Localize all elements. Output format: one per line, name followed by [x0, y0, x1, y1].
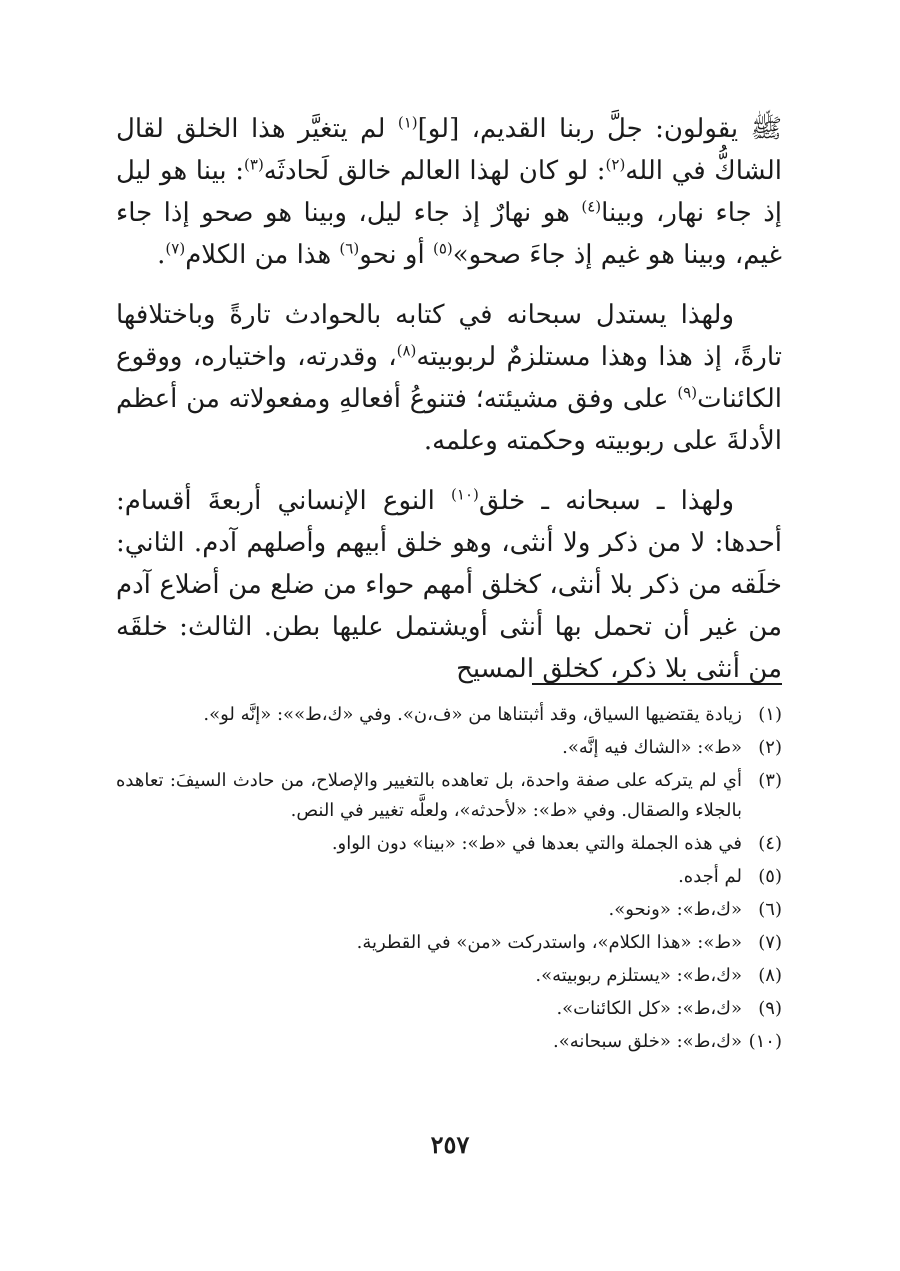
footnote-number: (١٠) — [748, 1031, 782, 1052]
footnote-text: «ك،ط»: «يستلزم ربوبيته». — [535, 965, 742, 986]
footnote-number: (٣) — [758, 770, 782, 791]
text-run: أو نحو — [359, 240, 433, 270]
footnote — [116, 895, 782, 925]
text-run: النوع الإنساني أربعةَ أقسام: أحدها: لا من ذكر ولا أنثى، وهو خلق أبيهم وأصلهم آدم. الثاني: خلَقه من ذكر بلا أنثى، كخلق أمهم حواء من ضلع من أضلاع آدم من غير أن تحمل بها أنثى أويشتمل عليها بطن. الثالث: خلقَه من أنثى بلا ذكر، كخلق المسيح — [116, 486, 782, 684]
text-run: . — [157, 240, 166, 270]
footnote-text: لم أجده. — [678, 866, 742, 887]
footnote — [116, 862, 782, 892]
footnote-text: «ط»: «الشاك فيه إنَّه». — [562, 737, 742, 758]
paragraph — [116, 294, 782, 462]
paragraph — [116, 480, 782, 690]
footnote — [116, 733, 782, 763]
text-run: ﷺ يقولون: جلَّ ربنا القديم، [لو] — [417, 114, 782, 144]
footnote-marker: (٣) — [244, 155, 264, 174]
footnote-text: «ك،ط»: «كل الكائنات». — [556, 998, 742, 1019]
footnote-number: (١) — [758, 704, 782, 725]
footnote-marker: (٢) — [605, 155, 626, 174]
footnote-marker: (٦) — [339, 239, 360, 258]
text-run: هذا من الكلام — [185, 240, 340, 270]
text-run: : لو كان لهذا العالم خالق لَحادثَه — [263, 156, 606, 186]
footnote-marker: (١٠) — [451, 485, 479, 504]
footnote-marker: (٤) — [581, 197, 602, 216]
footnote-text: زيادة يقتضيها السياق، وقد أثبتناها من «ف،ن». وفي «ك،ط»»: «إنَّه لو». — [203, 704, 742, 725]
footnote-marker: (٧) — [165, 239, 186, 258]
footnote-text: في هذه الجملة والتي بعدها في «ط»: «بينا» دون الواو. — [331, 833, 742, 854]
footnote — [116, 766, 782, 826]
footnote-number: (٥) — [758, 866, 782, 887]
footnote-number: (٨) — [758, 965, 782, 986]
footnote — [116, 928, 782, 958]
footnotes — [116, 700, 782, 1060]
footnote-text: «ك،ط»: «ونحو». — [608, 899, 742, 920]
main-text — [116, 108, 782, 708]
footnote — [116, 829, 782, 859]
footnote-text: «ط»: «هذا الكلام»، واستدركت «من» في القطرية. — [356, 932, 742, 953]
footnote-separator — [532, 683, 782, 685]
footnote-number: (٩) — [758, 998, 782, 1019]
paragraph — [116, 108, 782, 276]
footnote-marker: (١) — [397, 113, 418, 132]
footnote-number: (٤) — [758, 833, 782, 854]
footnote-text: «ك،ط»: «خلق سبحانه». — [553, 1031, 742, 1052]
footnote — [116, 961, 782, 991]
text-run: ولهذا يستدل سبحانه في كتابه بالحوادث تارةً وباختلافها تارةً، إذ هذا وهذا مستلزمٌ لربوبيته — [116, 300, 782, 372]
text-run: ولهذا ـ سبحانه ـ خلق — [478, 486, 734, 516]
page-number: ٢٥٧ — [430, 1130, 470, 1159]
text-run: : بينا هو ليل إذ جاء نهار، وبينا — [116, 156, 783, 228]
footnote-number: (٦) — [758, 899, 782, 920]
text-run: هو نهارٌ إذ جاء ليل، وبينا هو صحو إذا جاء غيم، وبينا هو غيم إذ جاءَ صحو» — [116, 198, 782, 270]
text-run: على وفق مشيئته؛ فتنوعُ أفعالهِ ومفعولاته من أعظم الأدلةَ على ربوبيته وحكمته وعلمه. — [116, 384, 782, 456]
footnote-marker: (٥) — [432, 239, 453, 258]
footnote-number: (٢) — [758, 737, 782, 758]
text-run: لم يتغيَّر هذا الخلق لقال الشاكُّ في الله — [116, 114, 782, 186]
footnote-text: أي لم يتركه على صفة واحدة، بل تعاهده بالتغيير والإصلاح، من حادث السيفَ: تعاهده بالجلاء والصقال. وفي «ط»: «لأحدثه»، ولعلَّه تغيير في النص. — [116, 770, 742, 821]
footnote — [116, 1027, 782, 1057]
footnote-number: (٧) — [758, 932, 782, 953]
text-run: ، وقدرته، واختياره، ووقوع الكائنات — [116, 342, 782, 414]
footnote-marker: (٨) — [396, 341, 417, 360]
footnote — [116, 700, 782, 730]
footnote-marker: (٩) — [677, 383, 698, 402]
footnote — [116, 994, 782, 1024]
